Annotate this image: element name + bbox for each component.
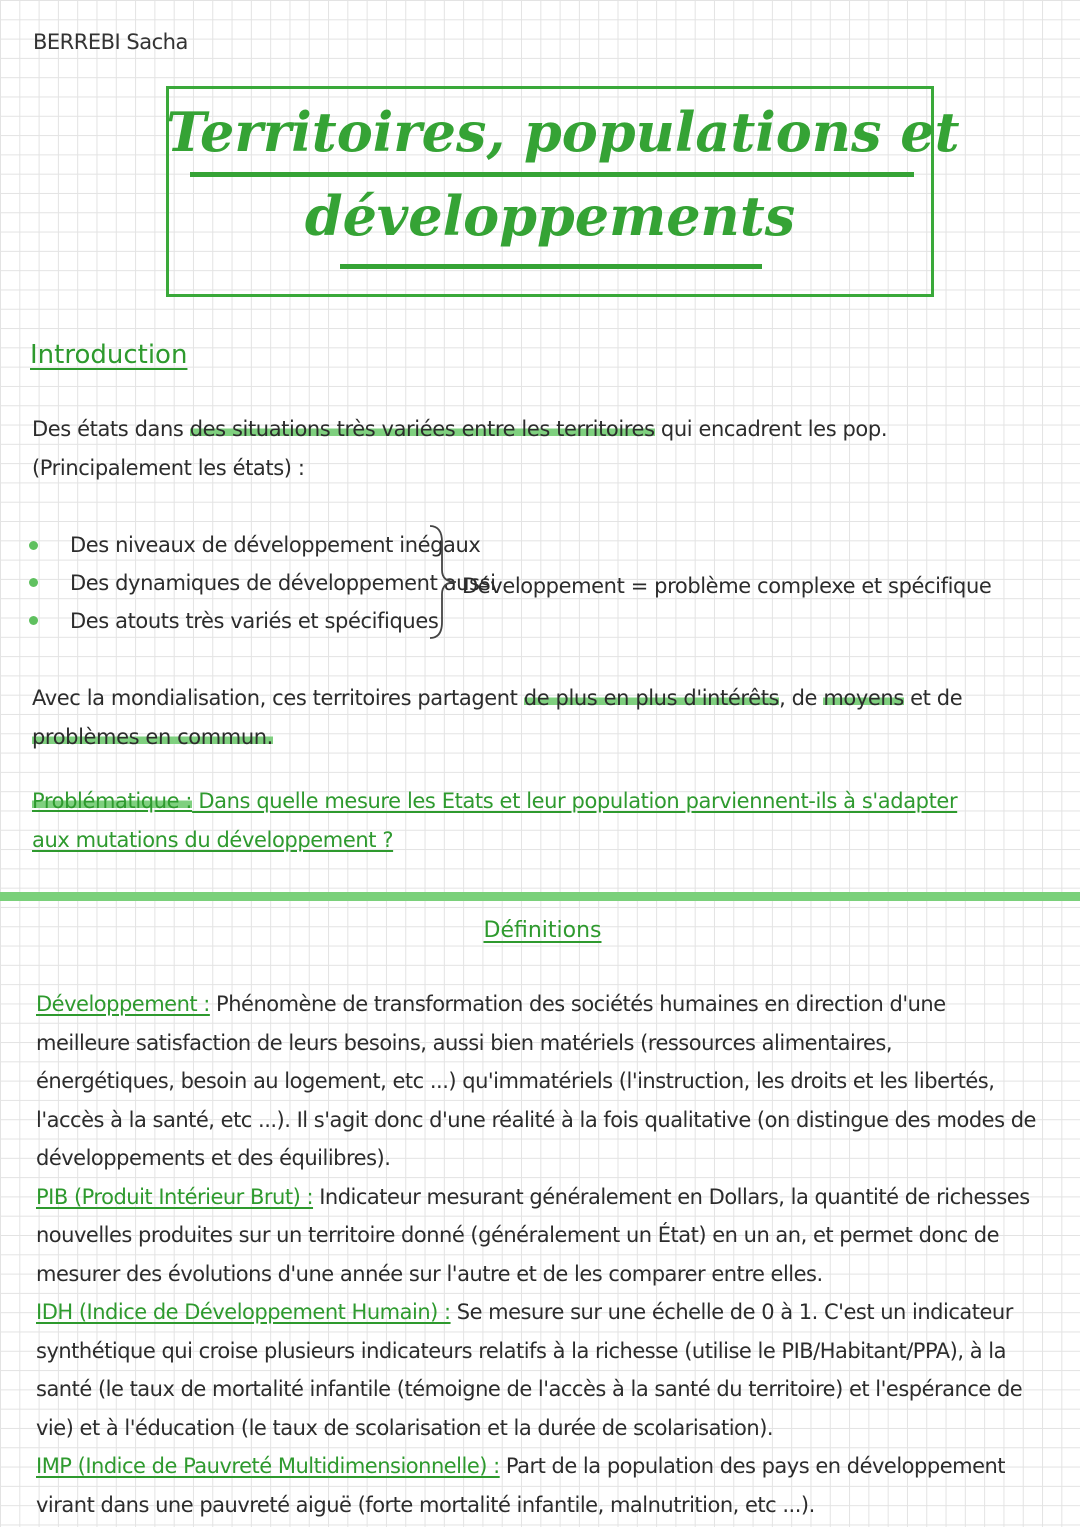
intro-paragraph-2	[32, 679, 972, 756]
bullet-item-3: Des atouts très variés et spécifiques	[70, 609, 439, 633]
definition-item	[36, 1293, 1036, 1447]
intro-p2-hl1: de plus en plus d'intérêts	[523, 686, 780, 710]
brace-conclusion: Développement = problème complexe et spécifique	[462, 574, 992, 598]
problematique	[32, 782, 972, 859]
bullet-dot-3	[29, 616, 38, 625]
page-title-line1: Territoires, populations et	[166, 100, 960, 164]
bullet-item-2: Des dynamiques de développement aussi	[70, 571, 496, 595]
definitions-heading: Définitions	[483, 918, 602, 943]
introduction-heading: Introduction	[30, 340, 188, 370]
problematique-text: Dans quelle mesure les Etats et leur population parviennent-ils à s'adapter aux mutations du développement ?	[32, 789, 958, 852]
definitions-list	[36, 985, 1036, 1524]
brace-icon	[426, 522, 462, 642]
definition-term: IMP (Indice de Pauvreté Multidimensionnelle) :	[36, 1454, 500, 1478]
intro-p2-part2: , de	[779, 686, 824, 710]
definition-term: PIB (Produit Intérieur Brut) :	[36, 1184, 314, 1209]
section-divider	[0, 892, 1080, 901]
definition-text: Indicateur mesurant généralement en Dollars, la quantité de richesses nouvelles produites sur un territoire donné (généralement un État) en un an, et permet donc de mesurer des évolutions d'une année sur l'autre et de les comparer entre elles.	[36, 1184, 1030, 1286]
intro-p1-after: qui encadrent les pop. (Principalement les états) :	[32, 417, 888, 480]
definition-item	[36, 1447, 1036, 1524]
definition-text: Se mesure sur une échelle de 0 à 1. C'est un indicateur synthétique qui croise plusieurs indicateurs relatifs à la richesse (utilise le PIB/Habitant/PPA), à la santé (le taux de mortalité infantile (témoigne de l'accès à la santé du territoire) et l'espérance de vie) et à l'éducation (le taux de scolarisation et la durée de scolarisation).	[36, 1300, 1023, 1440]
definition-text: Part de la population des pays en développement virant dans une pauvreté aiguë (forte mortalité infantile, malnutrition, etc ...).	[36, 1454, 1006, 1517]
definition-term: Développement :	[36, 992, 210, 1016]
definition-text: Phénomène de transformation des sociétés humaines en direction d'une meilleure satisfaction de leurs besoins, aussi bien matériels (ressources alimentaires, énergétiques, besoin au logement, etc ...) qu'immatériels (l'instruction, les droits et les libertés, l'accès à la santé, etc ...). Il s'agit donc d'une réalité à la fois qualitative (on distingue des modes de développements et des équilibres).	[36, 992, 1036, 1170]
intro-p1-before: Des états dans	[32, 417, 190, 441]
definition-term: IDH (Indice de Développement Humain) :	[36, 1300, 451, 1324]
problematique-label: Problématique :	[32, 789, 193, 813]
page-title-line2: développements	[304, 184, 796, 248]
author-name: BERREBI Sacha	[33, 30, 188, 54]
bullet-item-1: Des niveaux de développement inégaux	[70, 533, 481, 557]
intro-paragraph-1	[32, 410, 972, 487]
intro-p2-hl3: problèmes en commun.	[32, 724, 273, 749]
title-underline-1	[190, 172, 914, 177]
bullet-dot-2	[29, 578, 38, 587]
definition-item	[36, 1178, 1036, 1294]
title-underline-2	[340, 264, 762, 269]
definition-item	[36, 985, 1036, 1178]
intro-p1-highlight: des situations très variées entre les territoires	[189, 417, 655, 441]
intro-p2-part3: et de	[903, 686, 963, 710]
intro-p2-part1: Avec la mondialisation, ces territoires partagent	[32, 686, 524, 710]
intro-p2-hl2: moyens	[823, 686, 904, 710]
bullet-dot-1	[29, 541, 38, 550]
